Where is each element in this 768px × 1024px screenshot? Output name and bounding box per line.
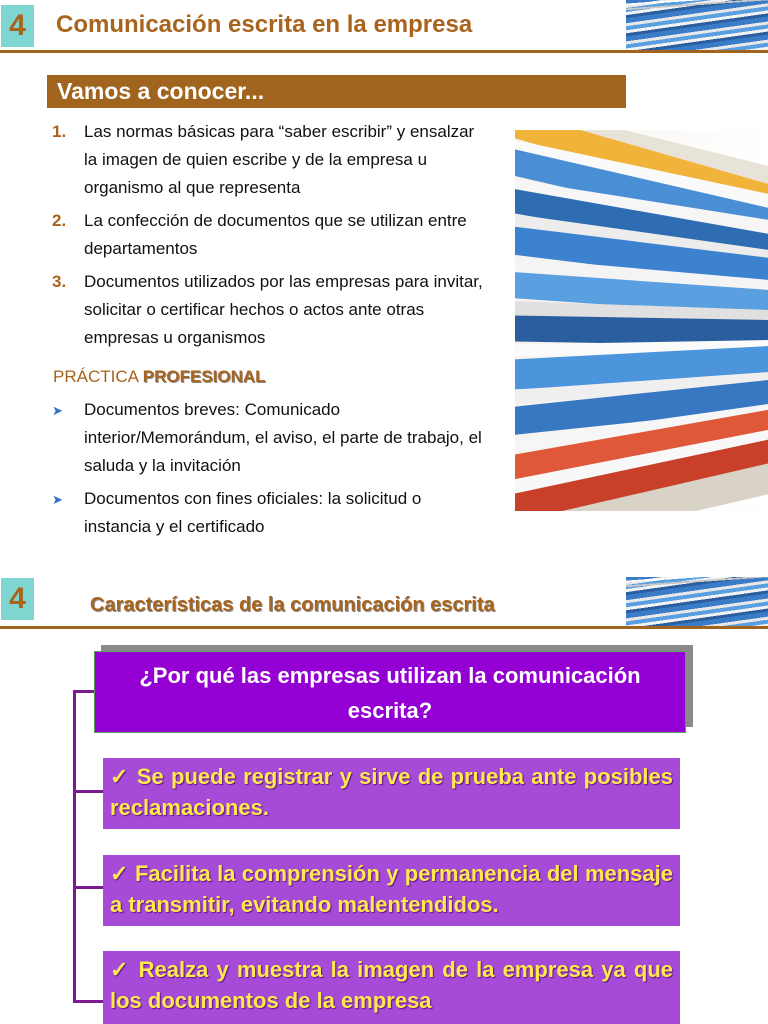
arrow-bullet-icon: ➤ — [52, 403, 63, 418]
item-number: 2. — [52, 211, 67, 230]
list-item — [52, 268, 492, 352]
numbered-list — [52, 118, 492, 357]
slide-title: Características de la comunicación escrita — [90, 594, 495, 616]
stacked-folders-photo — [515, 130, 768, 511]
list-item — [52, 396, 492, 480]
list-item — [52, 485, 492, 541]
chapter-number-box: 4 — [1, 5, 34, 47]
reason-box — [103, 758, 680, 829]
reason-text: Se puede registrar y sirve de prueba ante posibles reclamaciones. — [110, 764, 674, 820]
item-text: La confección de documentos que se utilizan entre departamentos — [84, 211, 467, 258]
item-number: 3. — [52, 272, 67, 291]
chapter-number-box: 4 — [1, 578, 34, 620]
tree-connector-branch — [73, 790, 103, 793]
checkmark-icon: ✓ — [110, 861, 129, 886]
checkmark-icon: ✓ — [110, 764, 130, 789]
reason-box — [103, 855, 680, 926]
checkmark-icon: ✓ — [110, 957, 131, 982]
header-divider — [0, 626, 768, 629]
files-thumbnail-image — [626, 577, 768, 627]
slide-title: Comunicación escrita en la empresa — [56, 11, 473, 38]
reason-text: Facilita la comprensión y permanencia del mensaje a transmitir, evitando malentendidos. — [110, 861, 674, 917]
files-thumbnail-image — [626, 0, 768, 50]
header-divider — [0, 50, 768, 53]
section-banner: Vamos a conocer... — [47, 75, 626, 108]
tree-connector-branch — [73, 886, 103, 889]
reason-text: Realza y muestra la imagen de la empresa ya que los documentos de la empresa — [110, 957, 673, 1013]
bullet-list — [52, 396, 492, 546]
tree-connector-branch — [73, 1000, 103, 1003]
practica-heading — [53, 367, 266, 387]
list-item — [52, 118, 492, 202]
tree-connector-vertical — [73, 690, 76, 1002]
arrow-bullet-icon: ➤ — [52, 492, 63, 507]
item-text: Las normas básicas para “saber escribir” y ensalzar la imagen de quien escribe y de la empresa u organismo al que representa — [84, 122, 475, 197]
question-box: ¿Por qué las empresas utilizan la comunicación escrita? — [94, 651, 686, 733]
item-text: Documentos utilizados por las empresas para invitar, solicitar o certificar hechos o actos ante otras empresas u organismos — [84, 272, 483, 347]
practica-bold-label: PROFESIONAL — [142, 367, 266, 386]
tree-connector-branch — [73, 690, 94, 693]
reason-box — [103, 951, 680, 1024]
item-text: Documentos breves: Comunicado interior/Memorándum, el aviso, el parte de trabajo, el saluda y la invitación — [84, 400, 482, 475]
list-item — [52, 207, 492, 263]
practica-label: PRÁCTICA — [53, 367, 139, 386]
item-number: 1. — [52, 122, 67, 141]
item-text: Documentos con fines oficiales: la solicitud o instancia y el certificado — [84, 489, 422, 536]
